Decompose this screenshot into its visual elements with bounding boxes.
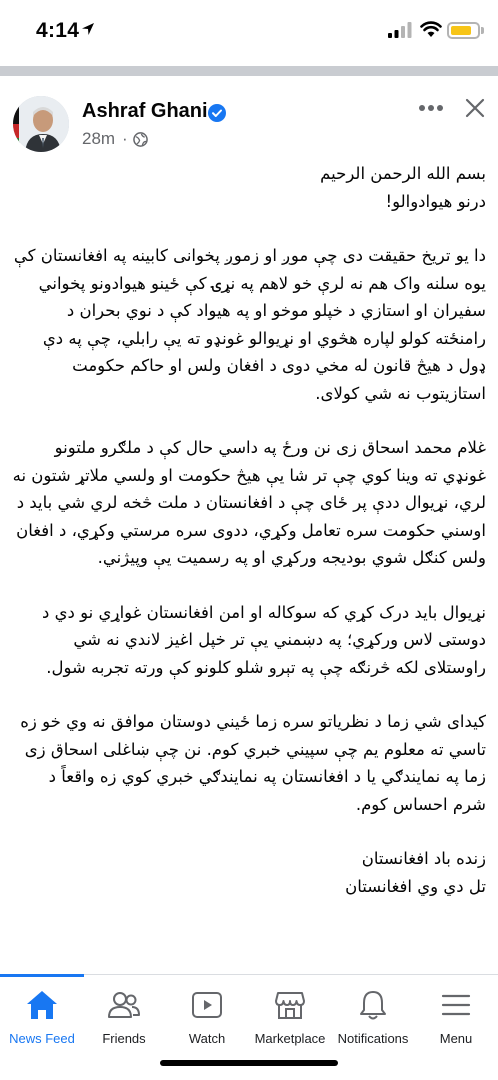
bottom-nav xyxy=(0,974,498,1054)
post-timestamp[interactable]: 28m xyxy=(82,129,116,148)
close-icon[interactable] xyxy=(463,96,487,120)
status-bar xyxy=(0,0,498,62)
menu-icon xyxy=(439,989,473,1021)
nav-label: Marketplace xyxy=(254,1031,326,1046)
battery-icon xyxy=(447,22,480,39)
home-icon xyxy=(25,989,59,1021)
nav-label: News Feed xyxy=(9,1031,75,1046)
author-name[interactable]: Ashraf Ghani xyxy=(82,100,208,122)
globe-icon xyxy=(133,132,148,147)
nav-label: Watch xyxy=(188,1031,226,1046)
nav-item-notifications[interactable] xyxy=(331,975,415,1055)
bell-icon xyxy=(356,989,390,1021)
post-paragraph: نړيوال بايد درک کړي که سوکاله او امن افغانستان غواړي نو دي د دوستی لاس ورکړي؛ په دښمني يې تر خپل اغيز لاندي نه شي راوستلای لکه څرنګه چې په تېرو شلو کلونو کې ورته تجربه شول. xyxy=(42,602,486,677)
nav-item-news-feed[interactable] xyxy=(0,975,84,1055)
post-paragraph: زنده باد افغانستان تل دي وي افغانستان xyxy=(345,849,486,896)
feed-divider xyxy=(0,66,498,76)
profile-photo-icon xyxy=(13,96,69,152)
friends-icon xyxy=(107,989,141,1021)
avatar[interactable] xyxy=(13,96,69,152)
nav-item-marketplace[interactable] xyxy=(248,975,332,1055)
nav-label: Friends xyxy=(102,1031,146,1046)
location-arrow-icon xyxy=(80,21,96,37)
battery-tip xyxy=(481,27,484,34)
post-paragraph: بسم الله الرحمن الرحيم درنو هيوادوالو! xyxy=(320,164,486,211)
post-paragraph: دا يو تريخ حقيقت دی چې موږ او زموږ پخوانی کابينه په افغانستان کې يوه سلنه واک هم نه لرې خو لاهم په نړۍ کې ځينو هيوادونو پخواني سفيران او استازي د خپلو موخو او په هيواد کې د نوي بحران د رامنځته کولو لپاره هڅوي او نړيوالو غونډو ته يې رابلي، چې په دې ډول د هيڅ قانون له مخي دوی د افغان ولس او حاکم حکومت استازيتوب نه شي کولای. xyxy=(13,246,486,403)
nav-label: Notifications xyxy=(337,1031,409,1046)
nav-item-menu[interactable] xyxy=(414,975,498,1055)
nav-item-friends[interactable] xyxy=(82,975,166,1055)
watch-icon xyxy=(190,989,224,1021)
verified-badge-icon xyxy=(208,104,226,122)
status-time: 4:14 xyxy=(36,19,80,42)
post-paragraph: غلام محمد اسحاق زی نن ورځ په داسي حال کې د ملګرو ملتونو غونډي ته وينا کوي چې تر شا يې هيڅ حکومت او ولسي ملاتړ شتون نه لري، نړيوال ددې پر ځای چې د افغانستان د ملت څخه لري شي بايد د اوسني حکومت سره تعامل وکړي، ددوی سره مرستي وکړي، د افغان ولس کنګل شوي بوديجه ورکړي او په رسميت يې وپيژني. xyxy=(12,438,486,567)
nav-item-watch[interactable] xyxy=(165,975,249,1055)
nav-label: Menu xyxy=(439,1031,473,1046)
cellular-signal-icon xyxy=(388,22,412,38)
post-header xyxy=(0,76,498,156)
wifi-icon xyxy=(420,20,442,38)
home-indicator[interactable] xyxy=(160,1060,338,1066)
marketplace-icon xyxy=(273,989,307,1021)
post-paragraph: کيدای شي زما د نظرياتو سره زما ځيني دوستان موافق نه وي خو زه تاسي ته معلوم يم چې سپيني خبري کوم. نن چې ښاغلی اسحاق زی زما په نمايندګي يا د افغانستان په نمايندګي خبري کوي زه واقعاً د شرم احساس کوم. xyxy=(20,712,486,814)
meta-separator: · xyxy=(122,129,128,148)
post-body xyxy=(12,160,486,900)
more-options-icon[interactable] xyxy=(416,96,446,120)
